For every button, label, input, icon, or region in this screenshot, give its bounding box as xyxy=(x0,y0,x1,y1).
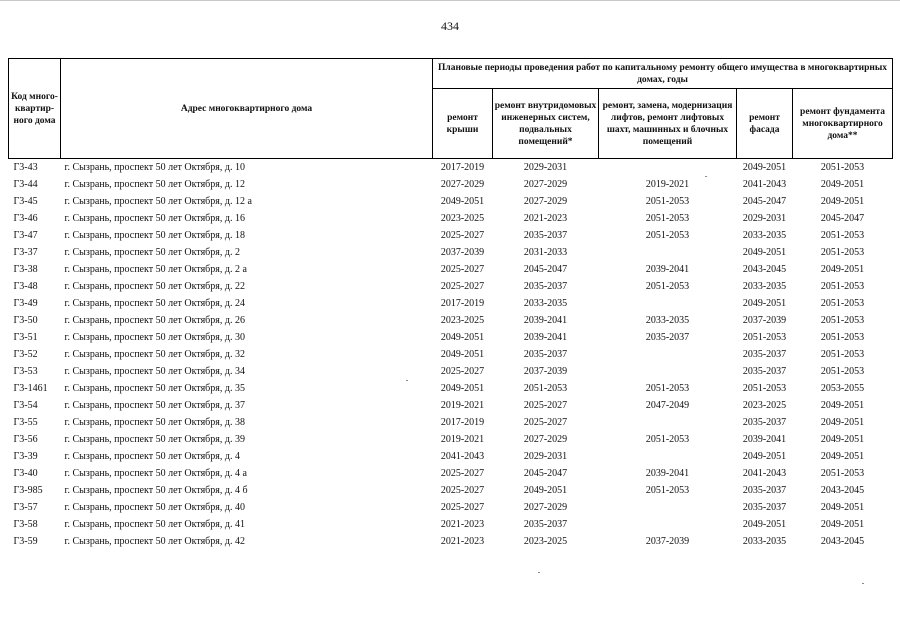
cell-address: г. Сызрань, проспект 50 лет Октября, д. 35 xyxy=(64,383,245,394)
cell-code: Г3-57 xyxy=(13,502,38,513)
cell-elevators xyxy=(599,516,737,533)
cell-facade: 2037-2039 xyxy=(742,315,787,326)
cell-facade: 2035-2037 xyxy=(742,485,787,496)
table-row xyxy=(9,516,893,533)
cell-code: Г3-54 xyxy=(13,400,38,411)
table-row xyxy=(9,193,893,210)
cell-roof: 2025-2027 xyxy=(440,485,485,496)
cell-engineering: 2027-2029 xyxy=(523,502,568,513)
cell-engineering: 2027-2029 xyxy=(523,434,568,445)
cell-elevators xyxy=(599,363,737,380)
cell-code: Г3-51 xyxy=(13,332,38,343)
cell-facade: 2041-2043 xyxy=(742,468,787,479)
cell-facade: 2029-2031 xyxy=(742,213,787,224)
cell-facade: 2049-2051 xyxy=(742,519,787,530)
table-row xyxy=(9,244,893,261)
cell-elevators xyxy=(599,295,737,312)
cell-address: г. Сызрань, проспект 50 лет Октября, д. 34 xyxy=(64,366,245,377)
cell-code: Г3-47 xyxy=(13,230,38,241)
cell-roof: 2017-2019 xyxy=(440,417,485,428)
cell-elevators: 2019-2021 xyxy=(645,179,690,190)
cell-facade: 2051-2053 xyxy=(742,332,787,343)
cell-roof: 2025-2027 xyxy=(440,230,485,241)
cell-code: Г3-40 xyxy=(13,468,38,479)
cell-engineering: 2045-2047 xyxy=(523,468,568,479)
cell-foundation: 2051-2053 xyxy=(820,298,865,309)
scan-speck xyxy=(538,572,540,573)
table-row xyxy=(9,278,893,295)
cell-address: г. Сызрань, проспект 50 лет Октября, д. 2 а xyxy=(64,264,247,275)
repair-schedule-table-wrapper xyxy=(8,58,892,550)
cell-foundation: 2043-2045 xyxy=(820,485,865,496)
cell-code: Г3-39 xyxy=(13,451,38,462)
cell-address: г. Сызрань, проспект 50 лет Октября, д. 41 xyxy=(64,519,245,530)
scan-speck xyxy=(705,176,707,177)
cell-facade: 2049-2051 xyxy=(742,298,787,309)
scan-speck xyxy=(862,583,864,584)
cell-roof: 2049-2051 xyxy=(440,332,485,343)
cell-address: г. Сызрань, проспект 50 лет Октября, д. 24 xyxy=(64,298,245,309)
cell-address: г. Сызрань, проспект 50 лет Октября, д. 22 xyxy=(64,281,245,292)
cell-address: г. Сызрань, проспект 50 лет Октября, д. 4 а xyxy=(64,468,247,479)
table-row xyxy=(9,533,893,550)
table-row xyxy=(9,448,893,465)
cell-address: г. Сызрань, проспект 50 лет Октября, д. 37 xyxy=(64,400,245,411)
table-row xyxy=(9,465,893,482)
repair-schedule-table xyxy=(8,58,893,550)
cell-foundation: 2051-2053 xyxy=(820,230,865,241)
cell-address: г. Сызрань, проспект 50 лет Октября, д. 38 xyxy=(64,417,245,428)
cell-code: Г3-52 xyxy=(13,349,38,360)
cell-address: г. Сызрань, проспект 50 лет Октября, д. 4 xyxy=(64,451,240,462)
table-row xyxy=(9,431,893,448)
header-elevators: ремонт, замена, модернизация лифтов, ремонт лифтовых шахт, машинных и блочных помещений xyxy=(599,89,737,159)
cell-engineering: 2035-2037 xyxy=(523,519,568,530)
cell-facade: 2051-2053 xyxy=(742,383,787,394)
cell-roof: 2017-2019 xyxy=(433,159,493,177)
cell-roof: 2019-2021 xyxy=(440,400,485,411)
cell-address: г. Сызрань, проспект 50 лет Октября, д. 40 xyxy=(64,502,245,513)
cell-engineering: 2029-2031 xyxy=(493,159,599,177)
cell-facade: 2035-2037 xyxy=(742,417,787,428)
cell-facade: 2035-2037 xyxy=(742,366,787,377)
header-address: Адрес многоквартирного дома xyxy=(61,59,433,159)
cell-foundation: 2051-2053 xyxy=(820,468,865,479)
cell-foundation: 2049-2051 xyxy=(820,179,865,190)
cell-roof: 2049-2051 xyxy=(440,383,485,394)
cell-code: Г3-37 xyxy=(13,247,38,258)
cell-facade: 2049-2051 xyxy=(742,451,787,462)
cell-facade: 2039-2041 xyxy=(742,434,787,445)
cell-facade: 2035-2037 xyxy=(742,349,787,360)
cell-address: г. Сызрань, проспект 50 лет Октября, д. 30 xyxy=(64,332,245,343)
cell-elevators: 2037-2039 xyxy=(645,536,690,547)
cell-elevators: 2051-2053 xyxy=(645,485,690,496)
header-code: Код много-квартир-ного дома xyxy=(9,59,61,159)
cell-elevators xyxy=(599,448,737,465)
header-facade: ремонт фасада xyxy=(737,89,793,159)
cell-engineering: 2023-2025 xyxy=(523,536,568,547)
cell-roof: 2027-2029 xyxy=(440,179,485,190)
cell-foundation: 2049-2051 xyxy=(820,519,865,530)
cell-foundation: 2051-2053 xyxy=(820,366,865,377)
scan-speck xyxy=(406,380,408,381)
table-row xyxy=(9,380,893,397)
cell-engineering: 2027-2029 xyxy=(523,179,568,190)
cell-foundation: 2043-2045 xyxy=(820,536,865,547)
cell-code: Г3-55 xyxy=(13,417,38,428)
table-row xyxy=(9,482,893,499)
cell-elevators: 2035-2037 xyxy=(645,332,690,343)
cell-roof: 2041-2043 xyxy=(440,451,485,462)
cell-facade: 2033-2035 xyxy=(742,281,787,292)
table-row xyxy=(9,397,893,414)
cell-engineering: 2031-2033 xyxy=(523,247,568,258)
cell-code: Г3-50 xyxy=(13,315,38,326)
cell-foundation: 2049-2051 xyxy=(820,400,865,411)
cell-foundation: 2049-2051 xyxy=(820,417,865,428)
cell-facade: 2033-2035 xyxy=(742,536,787,547)
cell-address: г. Сызрань, проспект 50 лет Октября, д. 10 xyxy=(61,159,433,177)
cell-elevators: 2051-2053 xyxy=(645,281,690,292)
cell-elevators: 2039-2041 xyxy=(645,264,690,275)
cell-address: г. Сызрань, проспект 50 лет Октября, д. 2 xyxy=(64,247,240,258)
cell-roof: 2025-2027 xyxy=(440,502,485,513)
header-roof: ремонт крыши xyxy=(433,89,493,159)
cell-roof: 2025-2027 xyxy=(440,366,485,377)
table-body xyxy=(9,159,893,551)
table-row xyxy=(9,261,893,278)
page-number: 434 xyxy=(441,19,459,33)
header-periods-group: Плановые периоды проведения работ по капитальному ремонту общего имущества в многоквартирных домах, годы xyxy=(433,59,893,89)
cell-roof: 2049-2051 xyxy=(440,196,485,207)
cell-code: Г3-38 xyxy=(13,264,38,275)
cell-engineering: 2035-2037 xyxy=(523,281,568,292)
table-row xyxy=(9,295,893,312)
cell-address: г. Сызрань, проспект 50 лет Октября, д. 42 xyxy=(64,536,245,547)
cell-facade: 2041-2043 xyxy=(742,179,787,190)
cell-roof: 2023-2025 xyxy=(440,213,485,224)
cell-roof: 2025-2027 xyxy=(440,264,485,275)
cell-foundation: 2049-2051 xyxy=(820,196,865,207)
cell-engineering: 2035-2037 xyxy=(523,349,568,360)
cell-foundation: 2051-2053 xyxy=(820,315,865,326)
cell-foundation: 2045-2047 xyxy=(820,213,865,224)
cell-facade: 2045-2047 xyxy=(742,196,787,207)
cell-facade: 2023-2025 xyxy=(742,400,787,411)
cell-code: Г3-56 xyxy=(13,434,38,445)
cell-code: Г3-46 xyxy=(13,213,38,224)
cell-facade: 2049-2051 xyxy=(742,247,787,258)
table-row xyxy=(9,329,893,346)
cell-engineering: 2029-2031 xyxy=(523,451,568,462)
cell-foundation: 2053-2055 xyxy=(820,383,865,394)
cell-engineering: 2027-2029 xyxy=(523,196,568,207)
cell-facade: 2033-2035 xyxy=(742,230,787,241)
cell-address: г. Сызрань, проспект 50 лет Октября, д. 16 xyxy=(64,213,245,224)
cell-engineering: 2025-2027 xyxy=(523,417,568,428)
cell-elevators: 2051-2053 xyxy=(645,434,690,445)
cell-address: г. Сызрань, проспект 50 лет Октября, д. 32 xyxy=(64,349,245,360)
scan-edge-line xyxy=(0,0,900,1)
cell-elevators xyxy=(599,346,737,363)
cell-roof: 2049-2051 xyxy=(440,349,485,360)
cell-elevators: 2051-2053 xyxy=(645,230,690,241)
cell-address: г. Сызрань, проспект 50 лет Октября, д. 12 xyxy=(64,179,245,190)
cell-engineering: 2039-2041 xyxy=(523,332,568,343)
cell-code: Г3-58 xyxy=(13,519,38,530)
cell-engineering: 2033-2035 xyxy=(523,298,568,309)
cell-engineering: 2037-2039 xyxy=(523,366,568,377)
cell-elevators: 2051-2053 xyxy=(645,213,690,224)
cell-roof: 2037-2039 xyxy=(440,247,485,258)
table-row xyxy=(9,227,893,244)
cell-elevators xyxy=(599,159,737,177)
cell-code: Г3-45 xyxy=(13,196,38,207)
cell-code: Г3-49 xyxy=(13,298,38,309)
table-row xyxy=(9,210,893,227)
cell-foundation: 2049-2051 xyxy=(820,451,865,462)
cell-elevators: 2039-2041 xyxy=(645,468,690,479)
cell-facade: 2049-2051 xyxy=(737,159,793,177)
cell-engineering: 2049-2051 xyxy=(523,485,568,496)
cell-facade: 2043-2045 xyxy=(742,264,787,275)
table-row xyxy=(9,414,893,431)
cell-code: Г3-59 xyxy=(13,536,38,547)
cell-address: г. Сызрань, проспект 50 лет Октября, д. 12 а xyxy=(64,196,252,207)
cell-code: Г3-44 xyxy=(13,179,38,190)
table-row xyxy=(9,363,893,380)
cell-engineering: 2039-2041 xyxy=(523,315,568,326)
cell-elevators xyxy=(599,244,737,261)
header-foundation: ремонт фундамента многоквартирного дома** xyxy=(793,89,893,159)
cell-elevators xyxy=(599,499,737,516)
cell-foundation: 2051-2053 xyxy=(820,332,865,343)
cell-foundation: 2051-2053 xyxy=(793,159,893,177)
cell-elevators: 2051-2053 xyxy=(645,196,690,207)
cell-roof: 2017-2019 xyxy=(440,298,485,309)
cell-roof: 2025-2027 xyxy=(440,468,485,479)
cell-address: г. Сызрань, проспект 50 лет Октября, д. 39 xyxy=(64,434,245,445)
cell-elevators: 2033-2035 xyxy=(645,315,690,326)
cell-roof: 2019-2021 xyxy=(440,434,485,445)
cell-address: г. Сызрань, проспект 50 лет Октября, д. 4 б xyxy=(64,485,248,496)
table-header xyxy=(9,59,893,159)
cell-code: Г3-43 xyxy=(9,159,61,177)
cell-elevators xyxy=(599,414,737,431)
cell-foundation: 2051-2053 xyxy=(820,281,865,292)
cell-foundation: 2049-2051 xyxy=(820,434,865,445)
cell-code: Г3-1461 xyxy=(13,383,48,394)
cell-engineering: 2021-2023 xyxy=(523,213,568,224)
table-row xyxy=(9,176,893,193)
cell-foundation: 2049-2051 xyxy=(820,264,865,275)
table-row xyxy=(9,312,893,329)
cell-engineering: 2035-2037 xyxy=(523,230,568,241)
header-engineering: ремонт внутридомовых инженерных систем, подвальных помещений* xyxy=(493,89,599,159)
cell-engineering: 2051-2053 xyxy=(523,383,568,394)
cell-foundation: 2051-2053 xyxy=(820,349,865,360)
cell-roof: 2021-2023 xyxy=(440,519,485,530)
table-row xyxy=(9,499,893,516)
cell-roof: 2023-2025 xyxy=(440,315,485,326)
table-row xyxy=(9,159,893,177)
cell-code: Г3-48 xyxy=(13,281,38,292)
cell-engineering: 2025-2027 xyxy=(523,400,568,411)
cell-facade: 2035-2037 xyxy=(742,502,787,513)
cell-engineering: 2045-2047 xyxy=(523,264,568,275)
cell-roof: 2025-2027 xyxy=(440,281,485,292)
cell-address: г. Сызрань, проспект 50 лет Октября, д. 18 xyxy=(64,230,245,241)
cell-elevators: 2047-2049 xyxy=(645,400,690,411)
cell-code: Г3-53 xyxy=(13,366,38,377)
cell-roof: 2021-2023 xyxy=(440,536,485,547)
cell-code: Г3-985 xyxy=(13,485,43,496)
cell-foundation: 2051-2053 xyxy=(820,247,865,258)
cell-address: г. Сызрань, проспект 50 лет Октября, д. 26 xyxy=(64,315,245,326)
cell-foundation: 2049-2051 xyxy=(820,502,865,513)
table-row xyxy=(9,346,893,363)
cell-elevators: 2051-2053 xyxy=(645,383,690,394)
